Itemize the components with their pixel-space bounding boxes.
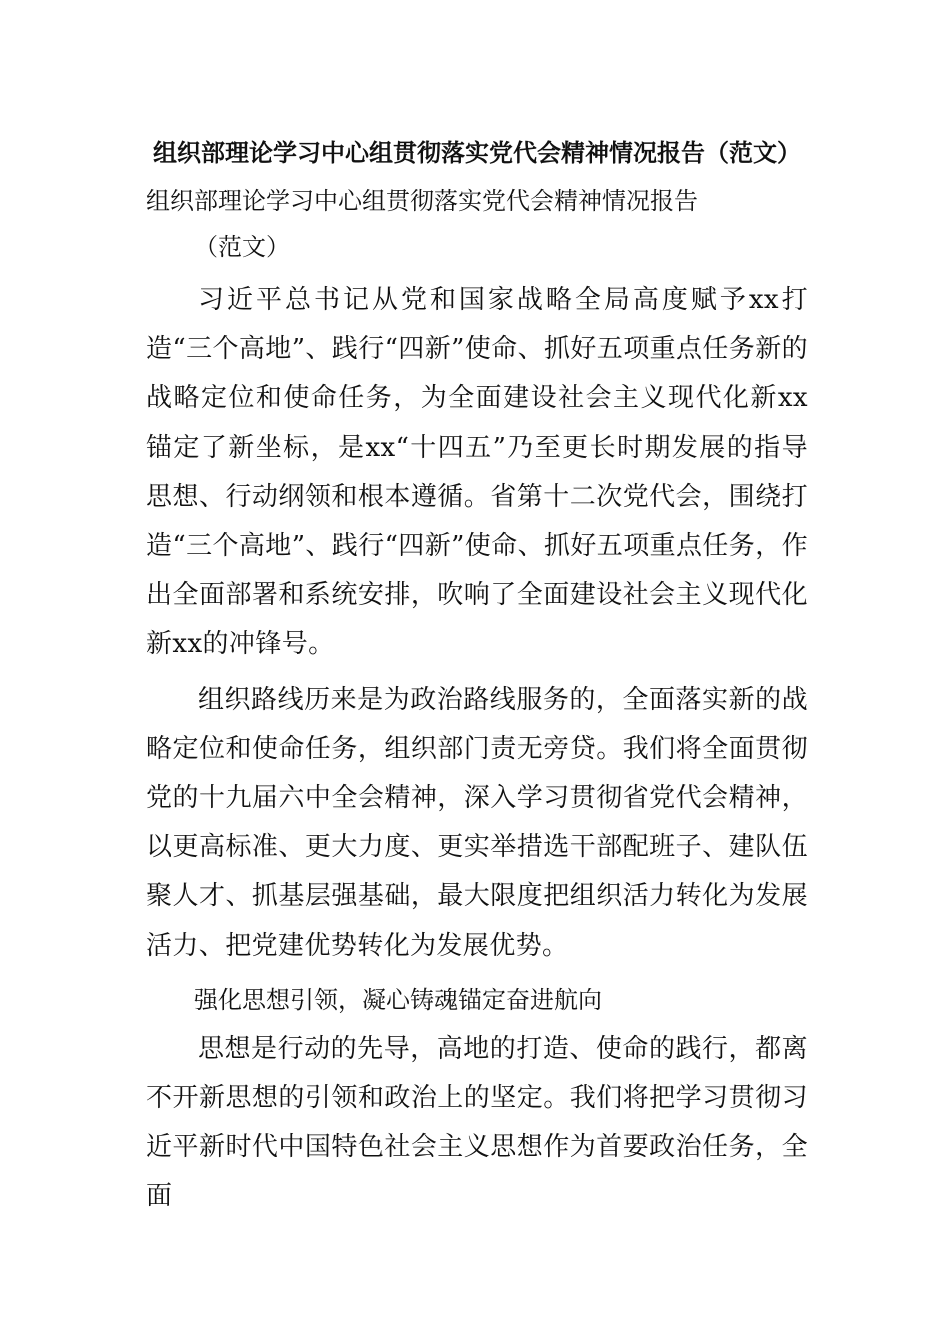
section-paragraph: 思想是行动的先导，高地的打造、使命的践行，都离不开新思想的引领和政治上的坚定。我们将把学习贯彻习近平新时代中国特色社会主义思想作为首要政治任务，全面 <box>146 1033 808 1212</box>
document-subtitle <box>146 178 808 270</box>
section-heading: 强化思想引领，凝心铸魂锚定奋进航向 <box>194 985 602 1014</box>
document-title: 组织部理论学习中心组贯彻落实党代会精神情况报告（范文） <box>153 138 801 167</box>
subtitle-line-1: 组织部理论学习中心组贯彻落实党代会精神情况报告 <box>146 187 698 215</box>
subtitle-line-2: （范文） <box>194 233 290 261</box>
document-page <box>146 128 808 1222</box>
body-paragraph-1: 习近平总书记从党和国家战略全局高度赋予xx打造“三个高地”、践行“四新”使命、抓好五项重点任务新的战略定位和使命任务，为全面建设社会主义现代化新xx锚定了新坐标，是xx“十四五”乃至更长时期发展的指导思想、行动纲领和根本遵循。省第十二次党代会，围绕打造“三个高地”、践行“四新”使命、抓好五项重点任务，作出全面部署和系统安排，吹响了全面建设社会主义现代化新xx的冲锋号。 <box>146 285 808 660</box>
body-paragraph-2: 组织路线历来是为政治路线服务的，全面落实新的战略定位和使命任务，组织部门责无旁贷。我们将全面贯彻党的十九届六中全会精神，深入学习贯彻省党代会精神，以更高标准、更大力度、更实举措选干部配班子、建队伍聚人才、抓基层强基础，最大限度把组织活力转化为发展活力、把党建优势转化为发展优势。 <box>146 684 808 961</box>
